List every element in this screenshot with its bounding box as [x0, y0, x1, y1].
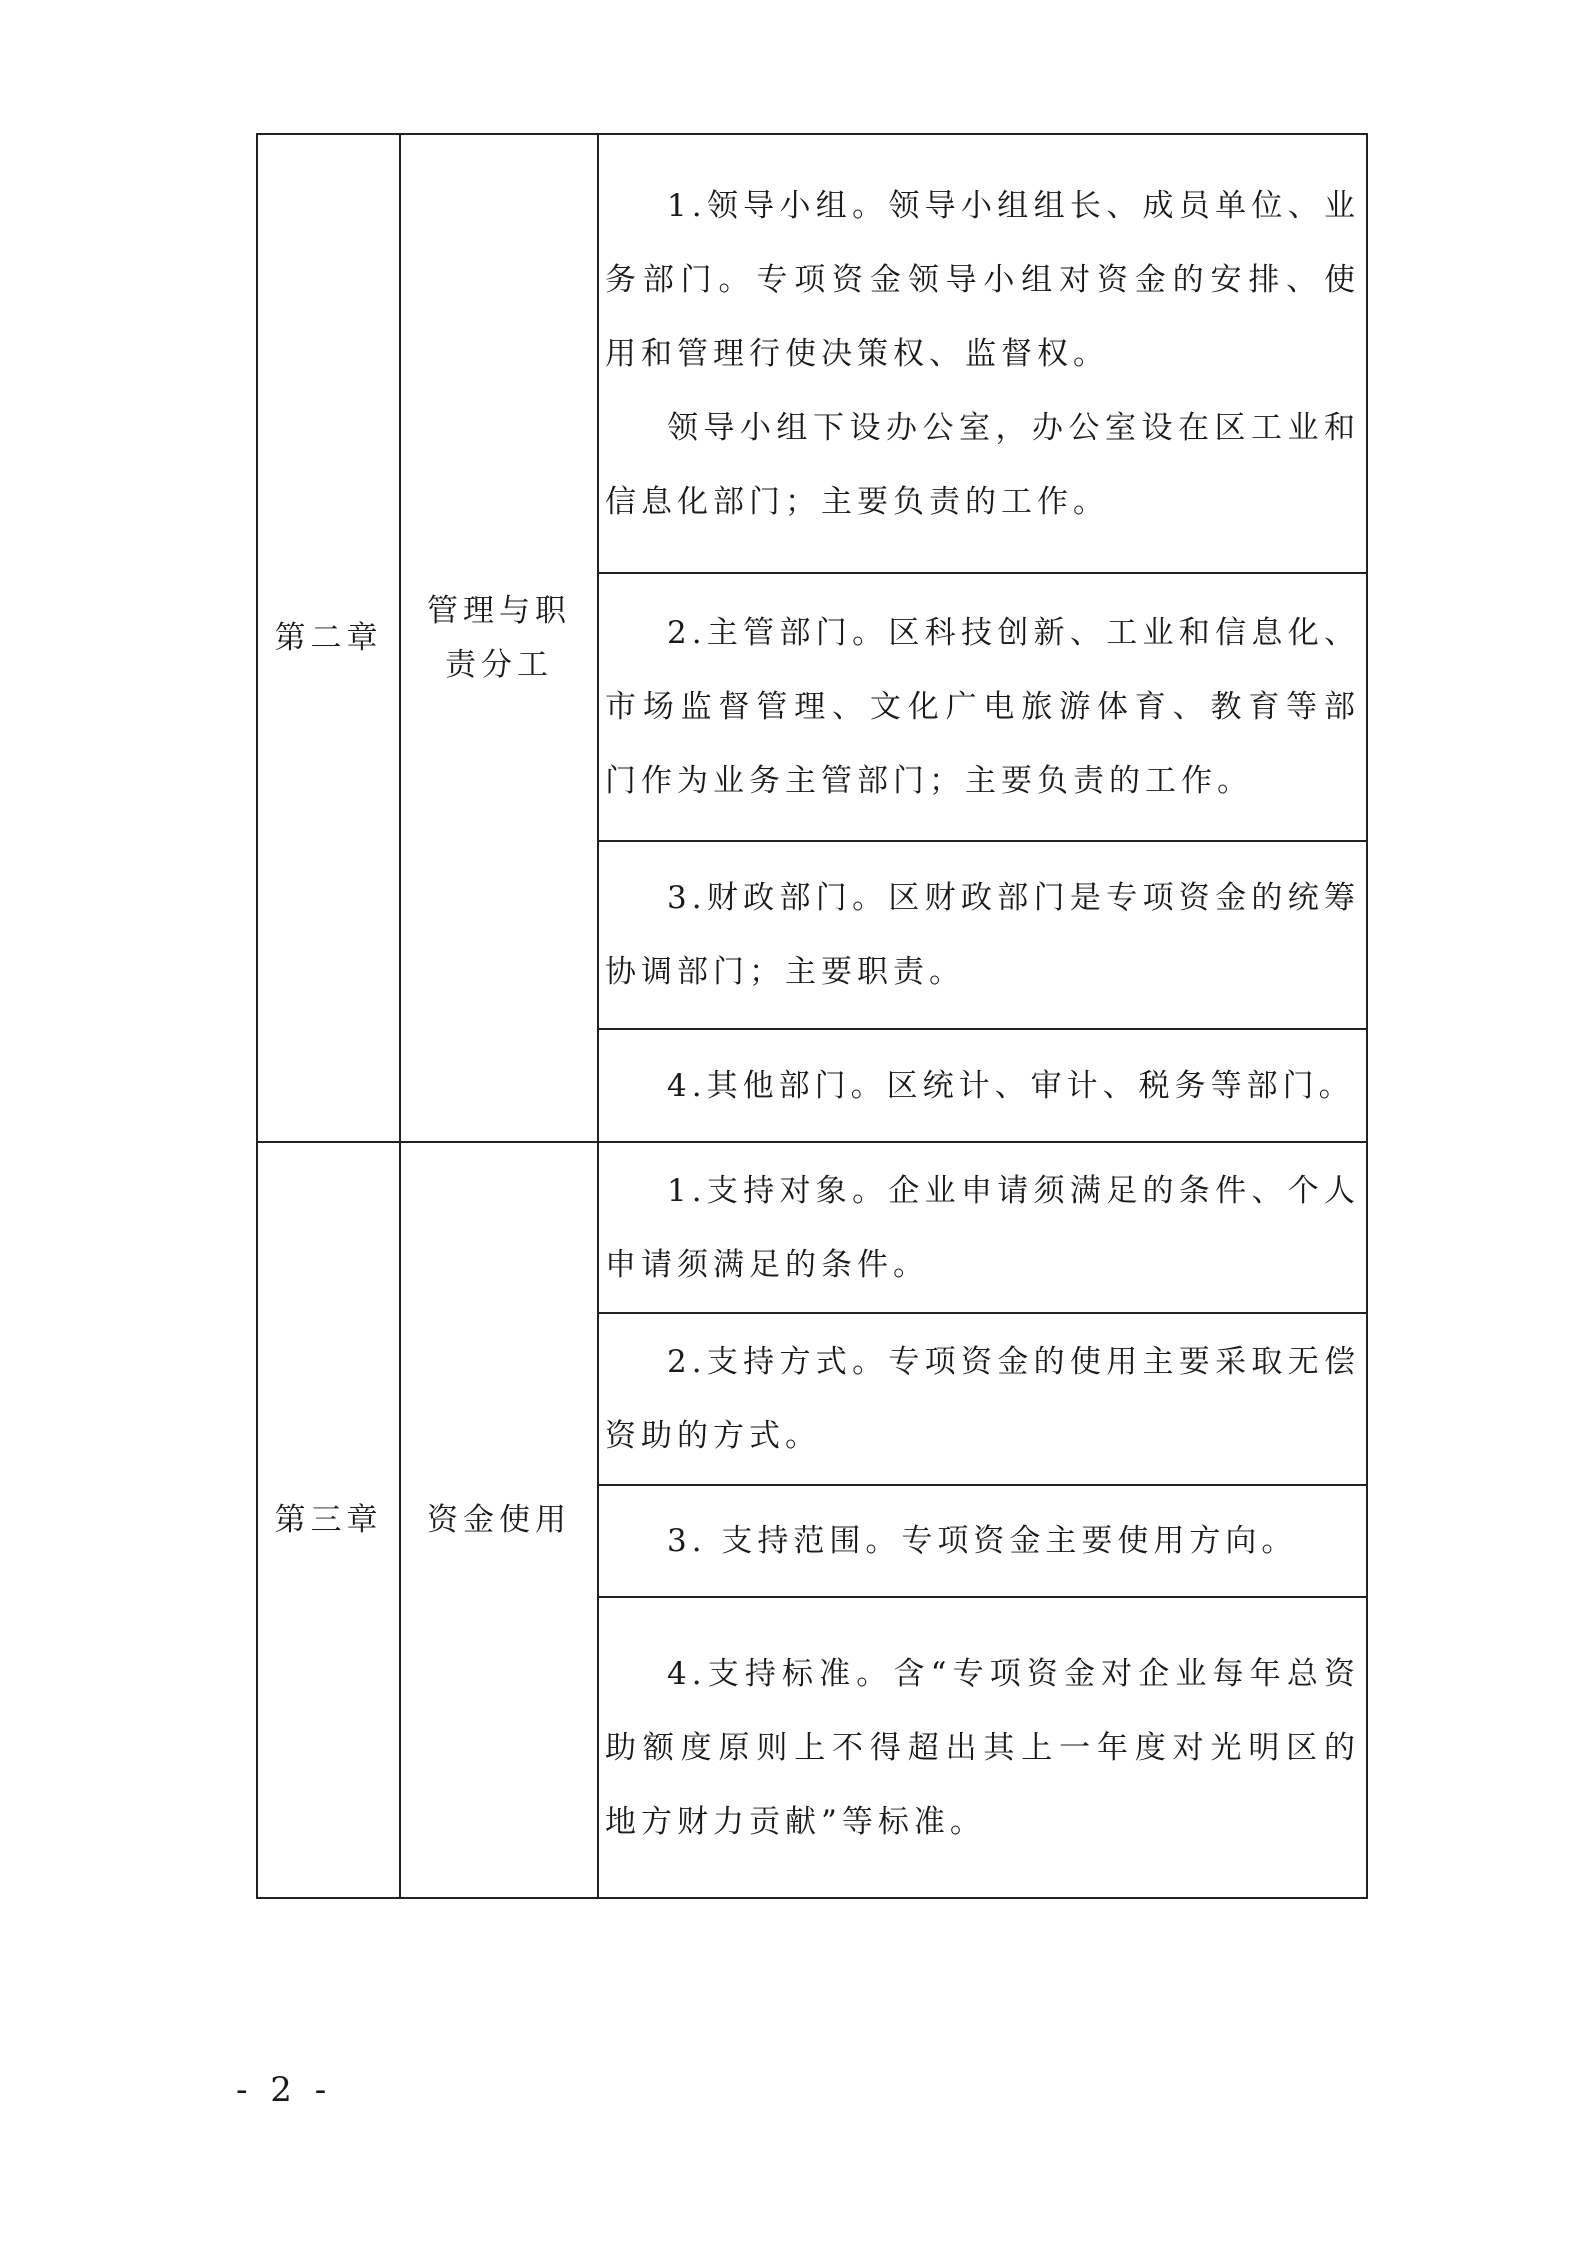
content-cell	[598, 1597, 1367, 1898]
content-cell	[598, 1142, 1367, 1313]
content-cell	[598, 1313, 1367, 1485]
content-cell	[598, 573, 1367, 841]
content-cell	[598, 841, 1367, 1029]
content-cell	[598, 1029, 1367, 1142]
section-cell	[400, 1142, 598, 1898]
section-title: 管理与职责分工	[427, 593, 571, 683]
table-row	[257, 1142, 1367, 1313]
content-cell	[598, 1485, 1367, 1597]
table-row	[257, 134, 1367, 573]
section-title: 资金使用	[427, 1502, 571, 1538]
content-paragraph: 1.领导小组。领导小组组长、成员单位、业务部门。专项资金领导小组对资金的安排、使用和管理行使决策权、监督权。	[605, 187, 1360, 372]
content-paragraph: 2.主管部门。区科技创新、工业和信息化、市场监督管理、文化广电旅游体育、教育等部门作为业务主管部门；主要负责的工作。	[605, 615, 1360, 799]
page-number: - 2 -	[236, 2070, 333, 2110]
section-cell	[400, 134, 598, 1142]
content-paragraph: 领导小组下设办公室，办公室设在区工业和信息化部门；主要负责的工作。	[605, 409, 1360, 520]
content-paragraph: 4.支持标准。含“专项资金对企业每年总资助额度原则上不得超出其上一年度对光明区的地方财力贡献”等标准。	[605, 1655, 1360, 1840]
content-paragraph: 4.其他部门。区统计、审计、税务等部门。	[667, 1067, 1355, 1104]
content-paragraph: 3.财政部门。区财政部门是专项资金的统筹协调部门；主要职责。	[605, 880, 1360, 990]
content-paragraph: 1.支持对象。企业申请须满足的条件、个人申请须满足的条件。	[605, 1172, 1360, 1283]
chapter-cell: 第三章	[257, 1142, 400, 1898]
content-paragraph: 3. 支持范围。专项资金主要使用方向。	[667, 1523, 1298, 1559]
content-cell	[598, 134, 1367, 573]
content-paragraph: 2.支持方式。专项资金的使用主要采取无偿资助的方式。	[605, 1344, 1360, 1454]
chapter-cell: 第二章	[257, 134, 400, 1142]
regulation-table	[256, 133, 1368, 1899]
